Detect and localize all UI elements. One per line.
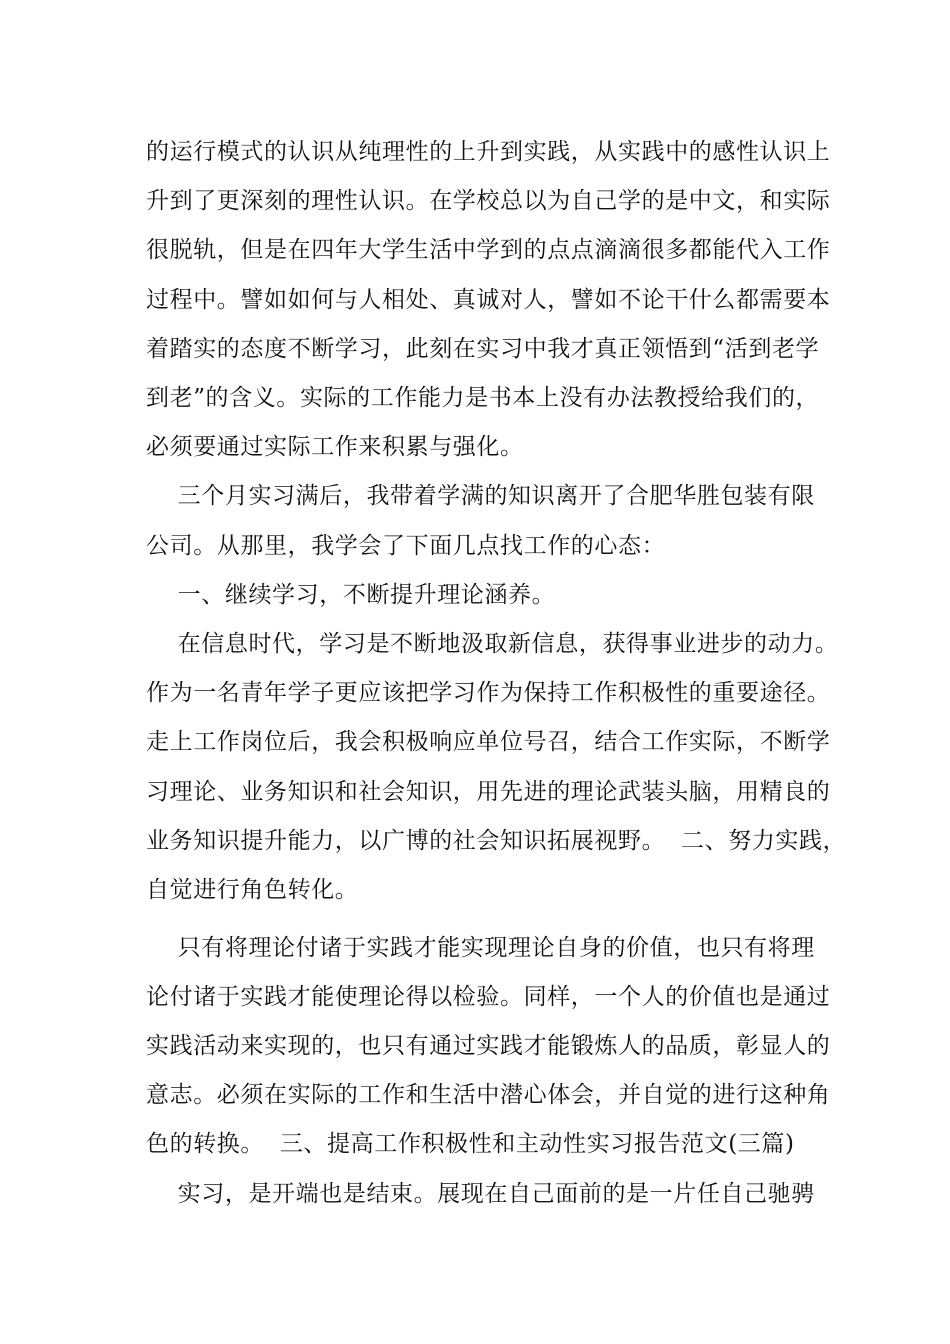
text-line: 到老”的含义。实际的工作能力是书本上没有办法教授给我们的， — [146, 385, 820, 411]
text-line: 走上工作岗位后，我会积极响应单位号召，结合工作实际，不断学 — [146, 729, 831, 755]
text-line: 过程中。譬如如何与人相处、真诚对人，譬如不论干什么都需要本 — [146, 287, 831, 313]
text-line: 业务知识提升能力，以广博的社会知识拓展视野。 二、努力实践， — [146, 828, 847, 854]
text-line: 在信息时代，学习是不断地汲取新信息，获得事业进步的动力。 — [146, 631, 839, 657]
text-line: 升到了更深刻的理性认识。在学校总以为自己学的是中文，和实际 — [146, 188, 831, 214]
text-line: 论付诸于实践才能使理论得以检验。同样，一个人的价值也是通过 — [146, 984, 831, 1010]
text-line: 着踏实的态度不断学习，此刻在实习中我才真正领悟到“活到老学 — [146, 336, 820, 362]
text-line: 一、继续学习，不断提升理论涵养。 — [146, 582, 556, 608]
text-line: 习理论、业务知识和社会知识，用先进的理论武装头脑，用精良的 — [146, 779, 831, 805]
text-line: 实习，是开端也是结束。展现在自己面前的是一片任自己驰骋 — [146, 1181, 815, 1207]
text-line: 作为一名青年学子更应该把学习作为保持工作积极性的重要途径。 — [146, 680, 831, 706]
text-line: 三个月实习满后，我带着学满的知识离开了合肥华胜包装有限 — [146, 483, 815, 509]
text-line: 自觉进行角色转化。 — [146, 877, 359, 903]
text-line: 实践活动来实现的，也只有通过实践才能锻炼人的品质，彰显人的 — [146, 1033, 831, 1059]
text-line: 必须要通过实际工作来积累与强化。 — [146, 434, 524, 460]
text-line: 公司。从那里，我学会了下面几点找工作的心态： — [146, 533, 666, 559]
text-line: 意志。必须在实际的工作和生活中潜心体会，并自觉的进行这种角 — [146, 1082, 831, 1108]
text-line: 很脱轨，但是在四年大学生活中学到的点点滴滴很多都能代入工作 — [146, 237, 831, 263]
text-line: 色的转换。 三、提高工作积极性和主动性实习报告范文(三篇) — [146, 1131, 795, 1157]
text-line: 只有将理论付诸于实践才能实现理论自身的价值，也只有将理 — [146, 935, 815, 961]
text-line: 的运行模式的认识从纯理性的上升到实践，从实践中的感性认识上 — [146, 139, 831, 165]
